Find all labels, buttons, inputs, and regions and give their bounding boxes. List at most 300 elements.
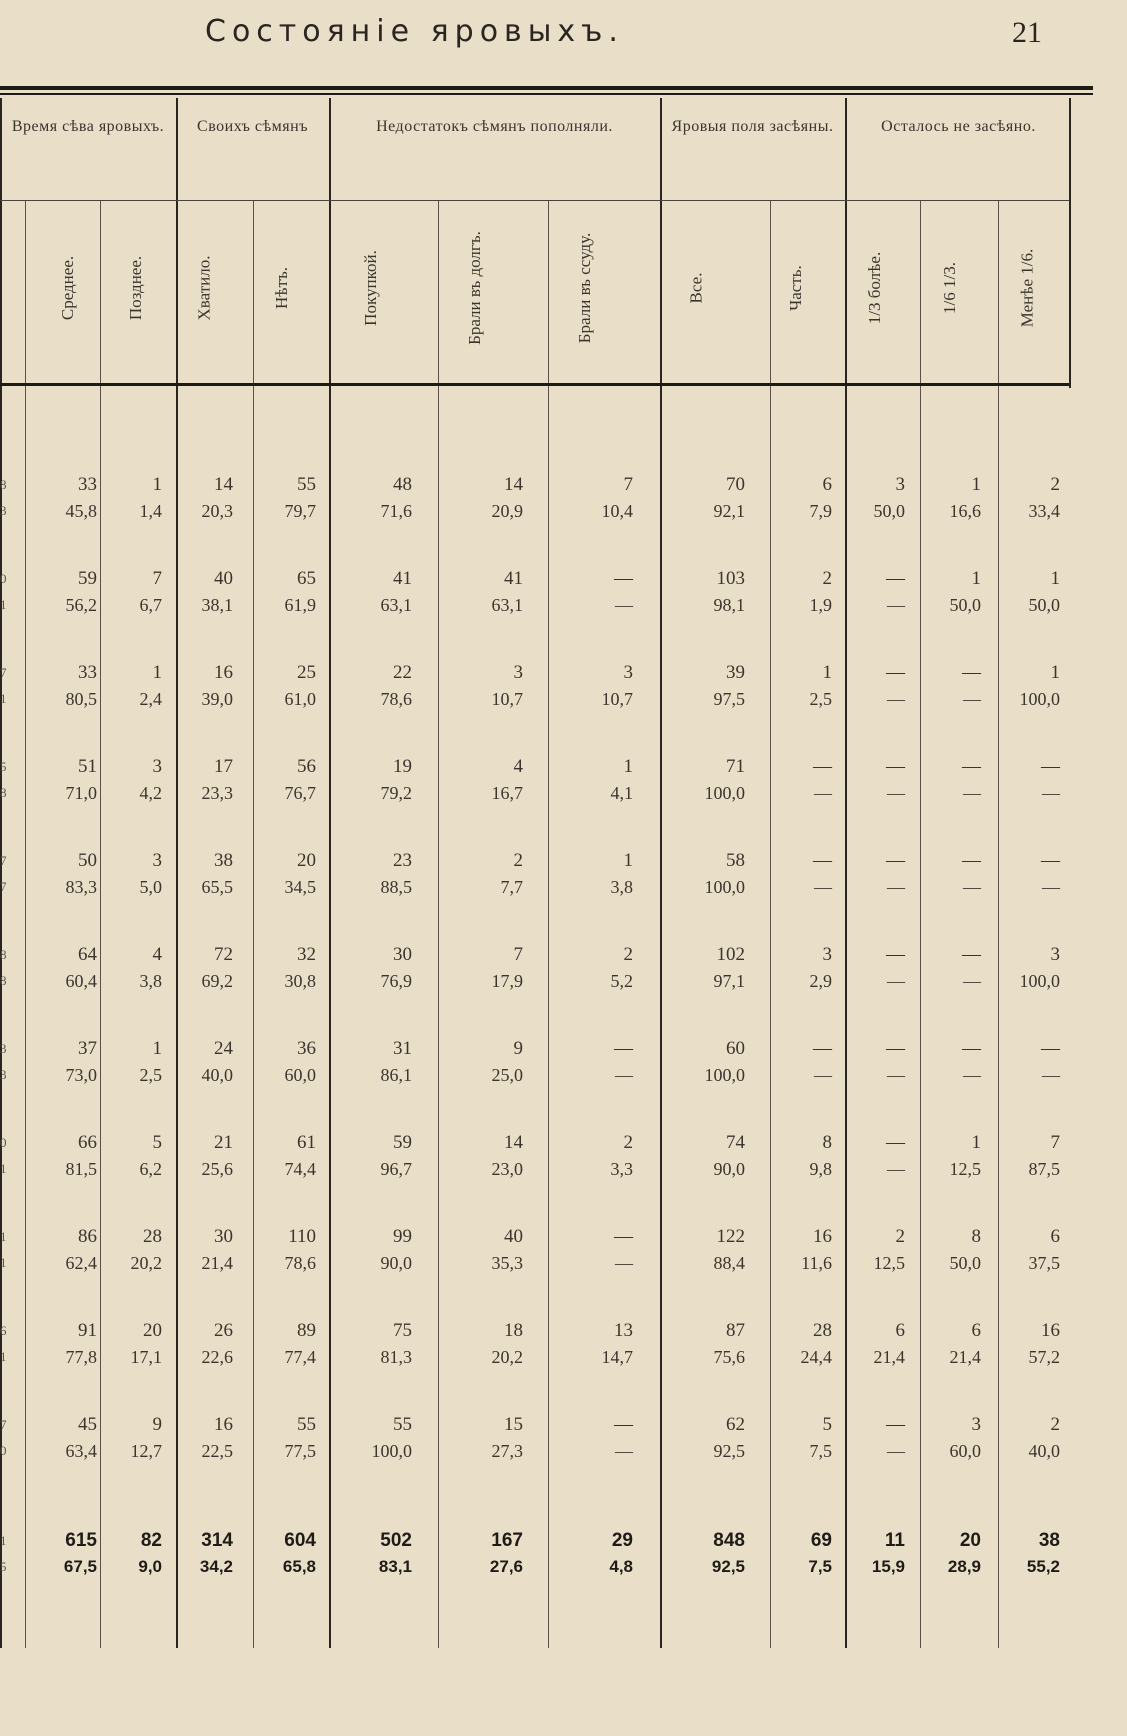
edge-fragment-text: 8	[0, 973, 7, 988]
cell-count: 3	[1050, 944, 1060, 965]
cell-count: 62	[726, 1414, 745, 1435]
table-cell	[819, 942, 905, 994]
cell-percent: 21,4	[201, 1253, 233, 1273]
table-cell	[974, 1036, 1060, 1088]
cell-percent: 7,9	[809, 501, 832, 521]
cell-percent: 11,6	[801, 1253, 832, 1273]
cell-percent: 10,7	[601, 689, 633, 709]
cell-count: 615	[65, 1530, 97, 1551]
cell-percent: 20,2	[491, 1347, 523, 1367]
cell-count: —	[1041, 756, 1060, 777]
cell-percent: 9,0	[138, 1557, 162, 1576]
table-cell	[659, 1036, 745, 1088]
cell-count: —	[962, 756, 981, 777]
edge-fragment-text: 0	[0, 1443, 7, 1458]
cell-percent: —	[814, 783, 832, 803]
table-cell	[974, 848, 1060, 900]
cell-percent: 97,5	[713, 689, 745, 709]
column-header	[523, 200, 647, 375]
cell-percent: 61,0	[284, 689, 316, 709]
cell-percent: 3,3	[610, 1159, 633, 1179]
cell-count: 9	[513, 1038, 523, 1059]
cell-count: 75	[393, 1320, 412, 1341]
table-cell	[895, 1130, 981, 1182]
cell-count: 17	[214, 756, 233, 777]
top-rule-thin	[0, 93, 1093, 95]
cell-percent: 57,2	[1028, 1347, 1060, 1367]
cell-percent: 81,5	[65, 1159, 97, 1179]
table-cell	[147, 1318, 233, 1370]
cell-percent: 20,3	[201, 501, 233, 521]
column-header	[745, 200, 846, 375]
table-cell	[437, 1130, 523, 1182]
cell-percent: —	[1042, 1065, 1060, 1085]
cell-percent: 40,0	[1028, 1441, 1060, 1461]
edge-fragment-text: 3	[0, 1067, 7, 1082]
table-cell	[230, 1130, 316, 1182]
cell-count: —	[962, 944, 981, 965]
table-cell	[547, 566, 633, 618]
cell-count: 29	[611, 1530, 633, 1551]
cell-percent: 73,0	[65, 1065, 97, 1085]
cell-count: 11	[884, 1530, 905, 1551]
cell-percent: 2,9	[809, 971, 832, 991]
cell-count: 71	[726, 756, 745, 777]
table-cell	[326, 1130, 412, 1182]
cell-count: 30	[393, 944, 412, 965]
total-cell	[895, 1528, 981, 1580]
edge-fragment-text: 1	[0, 1533, 7, 1548]
cell-count: 82	[140, 1530, 162, 1551]
total-cell	[437, 1528, 523, 1580]
table-cell	[437, 660, 523, 712]
cell-percent: 2,5	[139, 1065, 162, 1085]
cell-percent: 50,0	[949, 595, 981, 615]
cell-percent: 71,6	[380, 501, 412, 521]
cell-percent: —	[887, 595, 905, 615]
header-bottom-rule	[0, 383, 1069, 386]
cell-count: 6	[971, 1320, 981, 1341]
cell-percent: 4,2	[139, 783, 162, 803]
table-cell	[895, 1412, 981, 1464]
cell-percent: 1,4	[139, 501, 162, 521]
column-header	[412, 200, 537, 375]
cell-percent: 40,0	[201, 1065, 233, 1085]
cell-percent: —	[887, 1159, 905, 1179]
cell-count: 74	[726, 1132, 745, 1153]
cell-percent: 100,0	[1019, 689, 1060, 709]
edge-fragment-text: 8	[0, 947, 7, 962]
cell-percent: 92,5	[713, 1441, 745, 1461]
cell-percent: —	[1042, 877, 1060, 897]
edge-fragment-text: 0	[0, 571, 7, 586]
total-cell	[974, 1528, 1060, 1580]
group-header: Осталось не засѣяно.	[881, 118, 1036, 135]
cell-percent: 77,5	[284, 1441, 316, 1461]
cell-percent: 22,6	[201, 1347, 233, 1367]
cell-percent: 20,9	[491, 501, 523, 521]
edge-fragment-text: 8	[0, 477, 7, 492]
cell-count: —	[962, 1038, 981, 1059]
cell-count: 8	[971, 1226, 981, 1247]
cell-count: 66	[78, 1132, 97, 1153]
cell-count: —	[886, 662, 905, 683]
cell-percent: 79,7	[284, 501, 316, 521]
table-cell	[230, 754, 316, 806]
cell-count: 14	[214, 474, 233, 495]
cell-count: 19	[393, 756, 412, 777]
cell-percent: 97,1	[713, 971, 745, 991]
column-header-label: Менѣе 1/6.	[1017, 248, 1037, 327]
cell-count: 31	[393, 1038, 412, 1059]
table-cell	[230, 472, 316, 524]
cell-percent: 63,4	[65, 1441, 97, 1461]
cell-count: 13	[614, 1320, 633, 1341]
cell-count: 89	[297, 1320, 316, 1341]
table-cell	[230, 566, 316, 618]
cell-count: 6	[895, 1320, 905, 1341]
cell-count: 59	[78, 568, 97, 589]
cell-percent: 50,0	[949, 1253, 981, 1273]
cell-percent: 1,9	[809, 595, 832, 615]
cell-count: 15	[504, 1414, 523, 1435]
table-cell	[819, 848, 905, 900]
table-cell	[147, 754, 233, 806]
cell-percent: 78,6	[380, 689, 412, 709]
cell-percent: —	[887, 1065, 905, 1085]
table-cell	[974, 1412, 1060, 1464]
cell-percent: —	[963, 1065, 981, 1085]
edge-fragment-text: 7	[0, 853, 7, 868]
cell-count: 1	[152, 1038, 162, 1059]
cell-percent: 3,8	[139, 971, 162, 991]
cell-count: 16	[214, 1414, 233, 1435]
cell-percent: 21,4	[949, 1347, 981, 1367]
cell-percent: 100,0	[704, 1065, 745, 1085]
cell-percent: 30,8	[284, 971, 316, 991]
cell-count: 3	[152, 850, 162, 871]
cell-percent: 50,0	[873, 501, 905, 521]
cell-count: 3	[152, 756, 162, 777]
edge-fragment-text: 1	[0, 1349, 7, 1364]
cell-percent: —	[963, 877, 981, 897]
edge-fragment-text: 1	[0, 691, 7, 706]
table-cell	[547, 1224, 633, 1276]
cell-count: 3	[971, 1414, 981, 1435]
cell-count: 16	[813, 1226, 832, 1247]
cell-percent: 83,3	[65, 877, 97, 897]
table-cell	[437, 472, 523, 524]
cell-count: 5	[822, 1414, 832, 1435]
cell-count: 2	[1050, 474, 1060, 495]
cell-percent: 7,5	[808, 1557, 832, 1576]
cell-percent: 86,1	[380, 1065, 412, 1085]
cell-percent: 4,8	[609, 1557, 633, 1576]
table-cell	[147, 942, 233, 994]
cell-count: 848	[713, 1530, 745, 1551]
cell-percent: 100,0	[704, 783, 745, 803]
cell-percent: —	[887, 971, 905, 991]
cell-count: 48	[393, 474, 412, 495]
edge-fragment-text: 1	[0, 1161, 7, 1176]
cell-count: 3	[822, 944, 832, 965]
cell-percent: 80,5	[65, 689, 97, 709]
cell-count: 24	[214, 1038, 233, 1059]
table-cell	[819, 660, 905, 712]
cell-percent: 7,7	[500, 877, 523, 897]
cell-count: 3	[513, 662, 523, 683]
table-cell	[547, 1412, 633, 1464]
column-header-label: Брали въ ссуду.	[575, 232, 594, 343]
table-cell	[819, 472, 905, 524]
cell-percent: 77,4	[284, 1347, 316, 1367]
table-cell	[437, 1318, 523, 1370]
cell-count: 38	[214, 850, 233, 871]
table-cell	[895, 1318, 981, 1370]
cell-count: —	[614, 1414, 633, 1435]
cell-count: 2	[513, 850, 523, 871]
cell-count: 2	[623, 944, 633, 965]
cell-count: 1	[623, 756, 633, 777]
cell-percent: 63,1	[491, 595, 523, 615]
cell-count: 36	[297, 1038, 316, 1059]
column-header-label: Позднее.	[126, 255, 146, 320]
cell-count: 72	[214, 944, 233, 965]
cell-percent: 25,0	[491, 1065, 523, 1085]
cell-count: 7	[152, 568, 162, 589]
cell-count: —	[962, 850, 981, 871]
cell-percent: 90,0	[713, 1159, 745, 1179]
table-cell	[147, 848, 233, 900]
cell-count: 55	[297, 1414, 316, 1435]
table-cell	[437, 1412, 523, 1464]
cell-percent: 76,9	[380, 971, 412, 991]
cell-count: 20	[143, 1320, 162, 1341]
cell-percent: 16,7	[491, 783, 523, 803]
table-cell	[974, 1130, 1060, 1182]
cell-percent: 92,1	[713, 501, 745, 521]
cell-count: 3	[623, 662, 633, 683]
column-header-label: 1/3 болѣе.	[865, 251, 885, 324]
cell-count: 21	[214, 1132, 233, 1153]
cell-percent: 37,5	[1028, 1253, 1060, 1273]
cell-count: 26	[214, 1320, 233, 1341]
table-cell	[895, 1224, 981, 1276]
edge-fragment-text: 3	[0, 503, 7, 518]
cell-count: 70	[726, 474, 745, 495]
cell-count: 38	[1038, 1530, 1060, 1551]
table-cell	[819, 1130, 905, 1182]
cell-percent: 77,8	[65, 1347, 97, 1367]
cell-count: 20	[959, 1530, 981, 1551]
edge-fragment-text: 0	[0, 1135, 7, 1150]
cell-count: 2	[1050, 1414, 1060, 1435]
edge-fragment-text: 7	[0, 879, 7, 894]
cell-count: 3	[895, 474, 905, 495]
cell-percent: 88,5	[380, 877, 412, 897]
cell-count: 1	[971, 568, 981, 589]
table-cell	[974, 566, 1060, 618]
cell-percent: 10,7	[491, 689, 523, 709]
cell-percent: 22,5	[201, 1441, 233, 1461]
cell-count: 55	[393, 1414, 412, 1435]
cell-percent: —	[1042, 783, 1060, 803]
cell-percent: 2,4	[139, 689, 162, 709]
cell-count: 1	[623, 850, 633, 871]
cell-percent: —	[887, 783, 905, 803]
column-header	[316, 200, 426, 375]
edge-fragment-text: 7	[0, 665, 7, 680]
table-cell	[895, 566, 981, 618]
table-cell	[437, 942, 523, 994]
cell-count: 91	[78, 1320, 97, 1341]
cell-count: —	[1041, 850, 1060, 871]
cell-percent: 6,7	[139, 595, 162, 615]
cell-count: 16	[214, 662, 233, 683]
cell-percent: 34,2	[199, 1557, 233, 1576]
cell-percent: 45,8	[65, 501, 97, 521]
table-cell	[147, 1130, 233, 1182]
cell-count: 502	[380, 1530, 412, 1551]
edge-fragment-text: 1	[0, 1255, 7, 1270]
total-cell	[326, 1528, 412, 1580]
table-cell	[547, 754, 633, 806]
table-cell	[147, 566, 233, 618]
table-cell	[326, 1036, 412, 1088]
cell-count: 9	[152, 1414, 162, 1435]
total-cell	[547, 1528, 633, 1580]
table-cell	[230, 1224, 316, 1276]
cell-count: 28	[813, 1320, 832, 1341]
table-cell	[230, 1036, 316, 1088]
cell-count: 4	[152, 944, 162, 965]
cell-count: 65	[297, 568, 316, 589]
cell-percent: 28,9	[947, 1557, 981, 1576]
cell-count: 102	[716, 944, 745, 965]
column-header-label: Хватило.	[194, 255, 214, 320]
table-cell	[147, 472, 233, 524]
table-cell	[147, 660, 233, 712]
cell-percent: 65,5	[201, 877, 233, 897]
table-cell	[326, 566, 412, 618]
cell-count: 1	[971, 474, 981, 495]
cell-percent: —	[615, 1065, 633, 1085]
table-cell	[230, 660, 316, 712]
table-cell	[819, 1318, 905, 1370]
cell-count: 4	[513, 756, 523, 777]
table-cell	[147, 1036, 233, 1088]
table-cell	[230, 848, 316, 900]
table-cell	[437, 1036, 523, 1088]
cell-count: 7	[513, 944, 523, 965]
cell-percent: 2,5	[809, 689, 832, 709]
column-header-label: Покупкой.	[360, 249, 380, 326]
edge-fragment-text: 6	[0, 1323, 7, 1338]
cell-count: 2	[822, 568, 832, 589]
cell-percent: 96,7	[380, 1159, 412, 1179]
cell-count: 64	[78, 944, 97, 965]
cell-count: 20	[297, 850, 316, 871]
edge-fragment-text: 1	[0, 1229, 7, 1244]
cell-percent: —	[963, 971, 981, 991]
cell-count: 2	[895, 1226, 905, 1247]
table-cell	[547, 472, 633, 524]
table-cell	[326, 754, 412, 806]
table-cell	[819, 1036, 905, 1088]
table-cell	[895, 472, 981, 524]
cell-percent: 3,8	[610, 877, 633, 897]
table-cell	[974, 754, 1060, 806]
cell-percent: 71,0	[65, 783, 97, 803]
cell-count: 6	[822, 474, 832, 495]
cell-count: 55	[297, 474, 316, 495]
cell-count: 69	[810, 1530, 832, 1551]
cell-count: —	[813, 1038, 832, 1059]
table-cell	[230, 942, 316, 994]
cell-count: —	[614, 1226, 633, 1247]
table-cell	[230, 1318, 316, 1370]
total-cell	[147, 1528, 233, 1580]
table-cell	[326, 660, 412, 712]
cell-percent: 27,3	[491, 1441, 523, 1461]
cell-count: —	[886, 850, 905, 871]
cell-percent: 21,4	[873, 1347, 905, 1367]
cell-percent: 76,7	[284, 783, 316, 803]
cell-count: —	[886, 1132, 905, 1153]
edge-fragment-text: 8	[0, 785, 7, 800]
table-cell	[147, 1412, 233, 1464]
cell-count: 99	[393, 1226, 412, 1247]
cell-percent: 79,2	[380, 783, 412, 803]
cell-percent: 75,6	[713, 1347, 745, 1367]
cell-percent: 25,6	[201, 1159, 233, 1179]
table-cell	[326, 942, 412, 994]
table-cell	[974, 472, 1060, 524]
cell-count: 41	[393, 568, 412, 589]
cell-percent: 63,1	[380, 595, 412, 615]
table-cell	[230, 1412, 316, 1464]
cell-percent: —	[963, 689, 981, 709]
cell-count: 56	[297, 756, 316, 777]
table-cell	[437, 754, 523, 806]
cell-count: 1	[971, 1132, 981, 1153]
cell-percent: 83,1	[378, 1557, 412, 1576]
cell-count: —	[813, 756, 832, 777]
table-cell	[895, 942, 981, 994]
top-rule	[0, 86, 1093, 90]
cell-percent: 100,0	[371, 1441, 412, 1461]
table-cell	[659, 1412, 745, 1464]
cell-count: 110	[288, 1226, 316, 1247]
cell-percent: —	[887, 877, 905, 897]
table-cell	[326, 848, 412, 900]
page-title: Состоянiе яровыхъ.	[205, 14, 624, 49]
cell-percent: —	[887, 689, 905, 709]
cell-count: 37	[78, 1038, 97, 1059]
cell-percent: 78,6	[284, 1253, 316, 1273]
table-cell	[326, 1318, 412, 1370]
group-header: Время сѣва яровыхъ.	[11, 118, 165, 135]
table-cell	[659, 1318, 745, 1370]
cell-percent: 98,1	[713, 595, 745, 615]
table-cell	[819, 1224, 905, 1276]
cell-count: 33	[78, 662, 97, 683]
cell-percent: 38,1	[201, 595, 233, 615]
cell-percent: 88,4	[713, 1253, 745, 1273]
table-cell	[895, 1036, 981, 1088]
cell-count: 58	[726, 850, 745, 871]
cell-percent: 74,4	[284, 1159, 316, 1179]
